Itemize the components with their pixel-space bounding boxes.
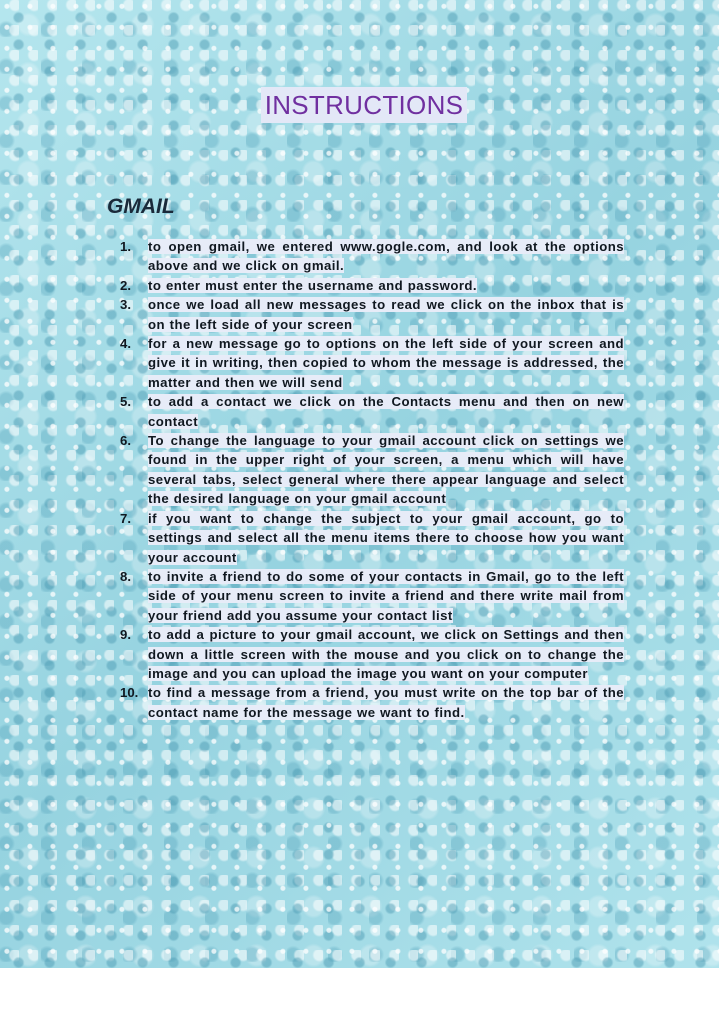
instruction-number: 2. — [120, 277, 131, 293]
instruction-text-block — [148, 237, 624, 276]
instruction-text-block — [148, 334, 624, 392]
instruction-text: once we load all new messages to read we click on the inbox that is on the left side of your screen — [148, 297, 624, 332]
instruction-text-block — [148, 392, 624, 431]
instruction-number: 1. — [120, 239, 131, 254]
instruction-text-block — [148, 625, 624, 683]
instruction-text: to invite a friend to do some of your contacts in Gmail, go to the left side of your menu screen to invite a friend and there write mail from your friend add you assume your contact list — [148, 568, 624, 623]
instruction-item — [120, 567, 624, 625]
instruction-list — [120, 237, 624, 722]
title-container — [0, 87, 719, 123]
instruction-number: 7. — [120, 510, 131, 526]
instruction-number: 5. — [120, 394, 131, 410]
instruction-item — [120, 509, 624, 567]
instruction-text-block — [148, 276, 624, 295]
instruction-text: to add a contact we click on the Contacts menu and then on new contact — [148, 394, 624, 429]
instruction-text-block — [148, 509, 624, 567]
instruction-item — [120, 683, 624, 722]
instruction-text-block — [148, 295, 624, 334]
instruction-text-block — [148, 683, 624, 722]
instruction-item — [120, 334, 624, 392]
instruction-text-block — [148, 431, 624, 509]
instruction-text: for a new message go to options on the left side of your screen and give it in writing, then copied to whom the message is addressed, the matter and then we will send — [148, 336, 624, 390]
instruction-number: 3. — [120, 297, 131, 313]
instruction-number: 6. — [120, 433, 131, 449]
instruction-item — [120, 625, 624, 683]
instruction-item — [120, 276, 624, 295]
instruction-item — [120, 431, 624, 509]
instruction-text: to add a picture to your gmail account, we click on Settings and then down a little screen with the mouse and you click on to change the image and you can upload the image you want on your computer — [148, 627, 624, 681]
instruction-text: to find a message from a friend, you must write on the top bar of the contact name for the message we want to find. — [148, 685, 624, 720]
section-heading: GMAIL — [107, 195, 175, 218]
instruction-text: To change the language to your gmail account click on settings we found in the upper right of your screen, a menu which will have several tabs, select general where there appear language and select the desired language on your gmail account — [148, 433, 624, 507]
instruction-text: to open gmail, we entered www.gogle.com, and look at the options above and we click on gmail. — [148, 239, 624, 274]
instruction-number: 9. — [120, 627, 131, 643]
instruction-item — [120, 295, 624, 334]
instruction-item — [120, 392, 624, 431]
instruction-number: 4. — [120, 336, 131, 352]
page-title: INSTRUCTIONS — [261, 87, 468, 123]
instruction-text: if you want to change the subject to your gmail account, go to settings and select all the menu items there to choose how you want your account — [148, 510, 624, 565]
instruction-number: 8. — [120, 568, 131, 584]
instruction-item — [120, 237, 624, 276]
instruction-text-block — [148, 567, 624, 625]
instruction-text: to enter must enter the username and password. — [148, 277, 478, 293]
instruction-number: 10. — [120, 685, 139, 701]
